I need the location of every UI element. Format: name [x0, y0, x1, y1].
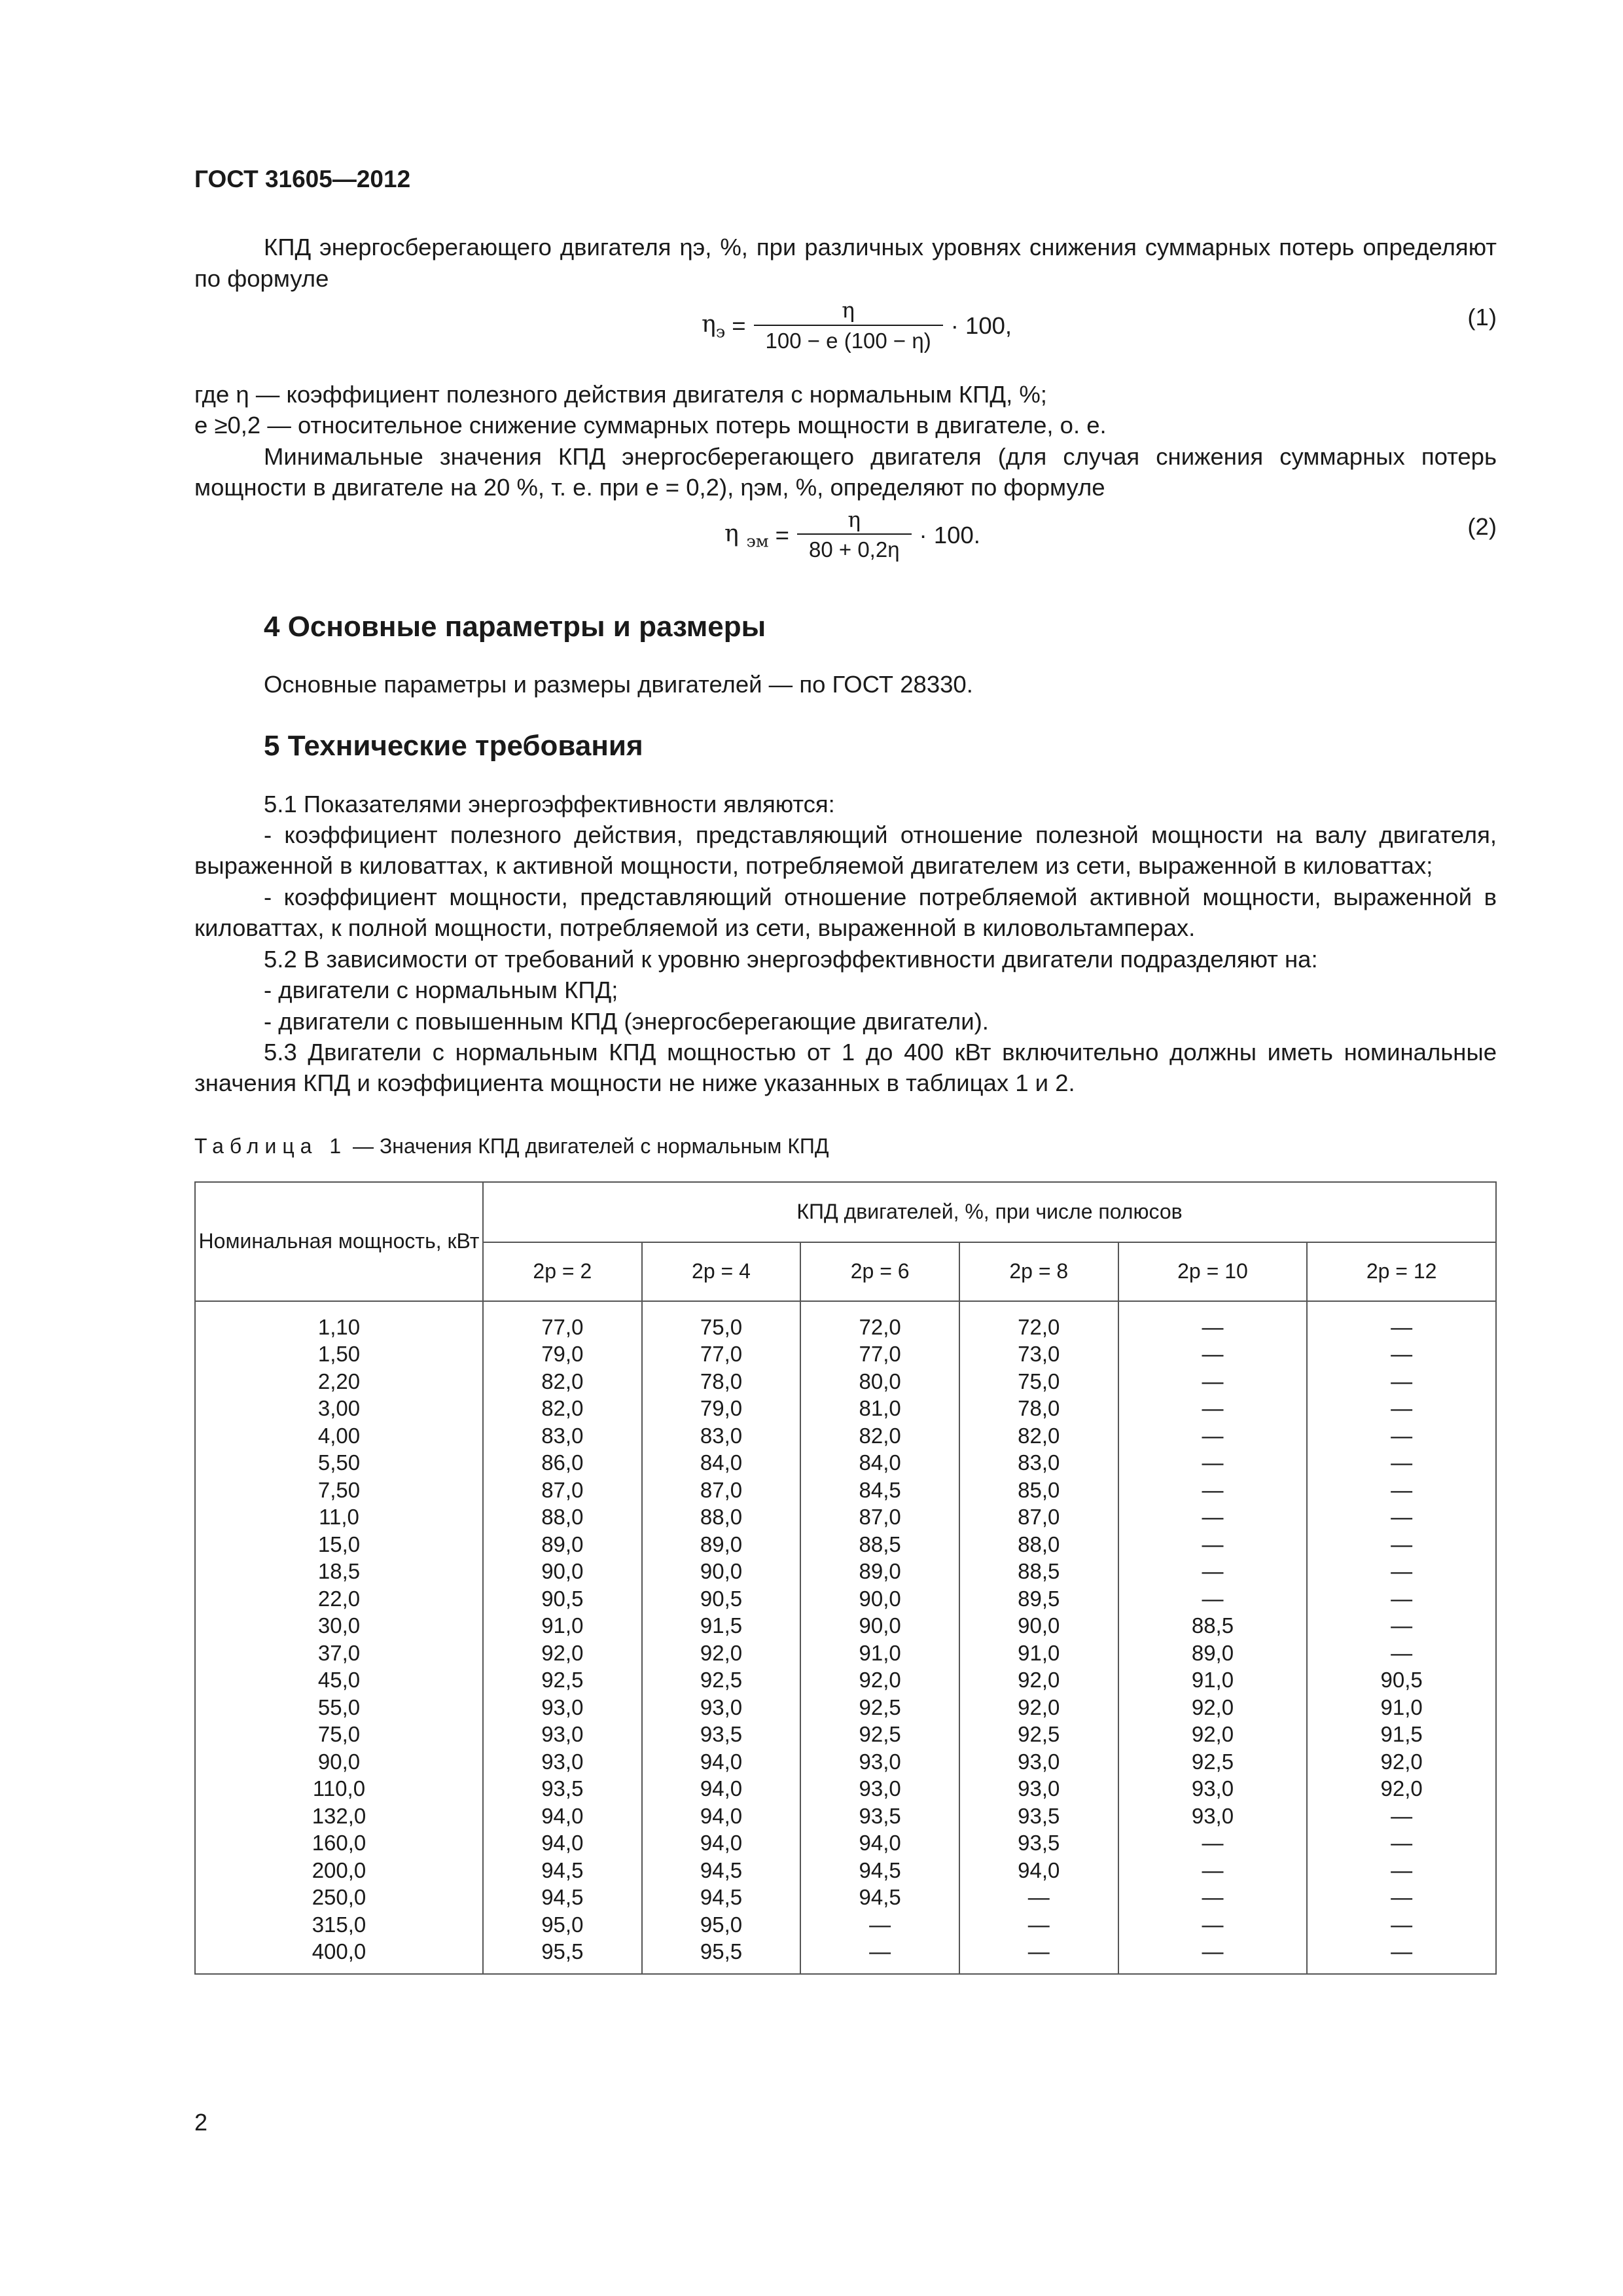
formula-1	[194, 296, 1497, 371]
table-cell-power: 132,0	[195, 1803, 483, 1830]
table-cell-power: 90,0	[195, 1748, 483, 1776]
table-cell-power: 2,20	[195, 1368, 483, 1395]
formula-definitions	[194, 379, 1497, 441]
table-1-header-row	[195, 1182, 1496, 1242]
formula-2-lhs: η $_{эм}$	[724, 518, 769, 551]
table-cell-power: 45,0	[195, 1666, 483, 1694]
table-cell-kpd: —	[1118, 1531, 1308, 1558]
table-cell-kpd: 92,5	[642, 1666, 801, 1694]
table-row	[195, 1503, 1496, 1531]
table-1-caption	[194, 1133, 1497, 1160]
table-cell-power: 18,5	[195, 1558, 483, 1585]
table-cell-kpd: 92,0	[1307, 1775, 1496, 1803]
table-cell-kpd: 84,0	[800, 1449, 959, 1477]
table-cell-power: 75,0	[195, 1721, 483, 1748]
table-cell-kpd: 88,0	[959, 1531, 1118, 1558]
formula-2	[194, 506, 1497, 581]
table-cell-kpd: 82,0	[959, 1422, 1118, 1450]
table-cell-kpd: 85,0	[959, 1477, 1118, 1504]
table-row	[195, 1748, 1496, 1776]
column-group-header-kpd: КПД двигателей, %, при числе полюсов	[483, 1182, 1496, 1242]
formula-2-numerator: η	[847, 506, 861, 532]
table-cell-kpd: —	[1307, 1612, 1496, 1640]
table-cell-kpd: —	[1307, 1301, 1496, 1341]
table-cell-kpd: —	[800, 1938, 959, 1974]
table-cell-power: 3,00	[195, 1395, 483, 1422]
table-cell-kpd: 84,0	[642, 1449, 801, 1477]
table-cell-kpd: 92,5	[483, 1666, 642, 1694]
table-cell-power: 7,50	[195, 1477, 483, 1504]
table-cell-kpd: 79,0	[483, 1340, 642, 1368]
table-cell-kpd: —	[1118, 1422, 1308, 1450]
clause-5-2: 5.2 В зависимости от требований к уровню энергоэффективности двигатели подразделяют на:	[264, 945, 1318, 973]
table-cell-kpd: 94,0	[642, 1748, 801, 1776]
formula-1-numerator: η	[842, 296, 855, 323]
table-cell-kpd: 93,0	[800, 1748, 959, 1776]
table-cell-kpd: 91,5	[1307, 1721, 1496, 1748]
table-cell-kpd: 92,0	[1118, 1721, 1308, 1748]
table-cell-kpd: 83,0	[483, 1422, 642, 1450]
table-cell-kpd: 89,0	[1118, 1640, 1308, 1667]
table-cell-power: 1,50	[195, 1340, 483, 1368]
column-header-power: Номинальная мощность, кВт	[195, 1182, 483, 1301]
table-cell-kpd: 93,0	[483, 1748, 642, 1776]
table-cell-kpd: —	[1118, 1395, 1308, 1422]
table-cell-kpd: 94,5	[483, 1884, 642, 1911]
table-cell-kpd: 92,5	[800, 1694, 959, 1721]
table-cell-kpd: 82,0	[483, 1395, 642, 1422]
table-cell-kpd: 87,0	[800, 1503, 959, 1531]
table-row	[195, 1368, 1496, 1395]
table-cell-kpd: —	[1118, 1884, 1308, 1911]
table-cell-kpd: —	[1307, 1477, 1496, 1504]
table-cell-kpd: —	[1118, 1558, 1308, 1585]
table-cell-kpd: —	[1307, 1585, 1496, 1613]
table-row	[195, 1558, 1496, 1585]
table-cell-kpd: 92,0	[959, 1666, 1118, 1694]
table-cell-kpd: 88,5	[800, 1531, 959, 1558]
formula-1-equals: =	[732, 312, 746, 339]
table-cell-kpd: 88,5	[959, 1558, 1118, 1585]
formula-1-lhs: $\eta_э$	[702, 309, 726, 342]
table-cell-kpd: 93,0	[483, 1721, 642, 1748]
table-cell-kpd: 75,0	[642, 1301, 801, 1341]
table-cell-kpd: 91,0	[1118, 1666, 1308, 1694]
table-row	[195, 1640, 1496, 1667]
table-cell-kpd: 88,5	[1118, 1612, 1308, 1640]
table-row	[195, 1340, 1496, 1368]
table-cell-kpd: 94,5	[800, 1857, 959, 1884]
running-head: ГОСТ 31605—2012	[194, 166, 411, 192]
table-cell-kpd: 92,0	[800, 1666, 959, 1694]
table-cell-power: 37,0	[195, 1640, 483, 1667]
table-row	[195, 1694, 1496, 1721]
table-row	[195, 1395, 1496, 1422]
table-cell-kpd: 83,0	[959, 1449, 1118, 1477]
table-cell-kpd: 93,0	[959, 1748, 1118, 1776]
table-cell-kpd: 95,5	[642, 1938, 801, 1974]
column-header-2p-6: 2p = 6	[800, 1242, 959, 1301]
table-row	[195, 1449, 1496, 1477]
table-cell-kpd: 83,0	[642, 1422, 801, 1450]
table-row	[195, 1301, 1496, 1341]
table-cell-kpd: 86,0	[483, 1449, 642, 1477]
table-cell-kpd: —	[1307, 1829, 1496, 1857]
formula-1-tail: · 100,	[950, 312, 1012, 339]
table-cell-kpd: 90,5	[1307, 1666, 1496, 1694]
column-header-2p-10: 2p = 10	[1118, 1242, 1308, 1301]
table-cell-kpd: —	[1307, 1340, 1496, 1368]
table-row	[195, 1884, 1496, 1911]
table-cell-kpd: 90,0	[642, 1558, 801, 1585]
table-cell-kpd: —	[1118, 1301, 1308, 1341]
table-cell-kpd: 92,5	[1118, 1748, 1308, 1776]
table-cell-kpd: 93,5	[483, 1775, 642, 1803]
table-cell-kpd: 90,0	[483, 1558, 642, 1585]
table-cell-kpd: —	[1118, 1503, 1308, 1531]
formula-2-fraction	[797, 506, 912, 562]
table-cell-kpd: —	[1118, 1449, 1308, 1477]
table-cell-kpd: 88,0	[483, 1503, 642, 1531]
section-5-title: 5 Технические требования	[264, 730, 643, 762]
clause-5-2-item-normal: - двигатели с нормальным КПД;	[264, 977, 618, 1004]
table-cell-kpd: 90,5	[642, 1585, 801, 1613]
table-cell-kpd: 91,5	[642, 1612, 801, 1640]
table-cell-kpd: 93,5	[642, 1721, 801, 1748]
formula-2-number: (2)	[1467, 512, 1497, 540]
table-cell-kpd: 91,0	[483, 1612, 642, 1640]
table-cell-power: 22,0	[195, 1585, 483, 1613]
table-1-caption-text: — Значения КПД двигателей с нормальным КПД	[347, 1134, 829, 1158]
table-cell-kpd: 92,0	[642, 1640, 801, 1667]
page-number: 2	[194, 2109, 208, 2136]
table-cell-kpd: 79,0	[642, 1395, 801, 1422]
table-cell-kpd: 92,0	[1307, 1748, 1496, 1776]
table-cell-power: 15,0	[195, 1531, 483, 1558]
table-cell-power: 110,0	[195, 1775, 483, 1803]
table-cell-kpd: 75,0	[959, 1368, 1118, 1395]
table-cell-kpd: —	[959, 1884, 1118, 1911]
table-cell-kpd: 91,0	[800, 1640, 959, 1667]
table-cell-kpd: —	[1118, 1368, 1308, 1395]
table-cell-kpd: 77,0	[642, 1340, 801, 1368]
definition-eta: где η — коэффициент полезного действия двигателя с нормальным КПД, %;	[194, 380, 1047, 408]
table-cell-kpd: —	[1118, 1857, 1308, 1884]
table-row	[195, 1422, 1496, 1450]
table-cell-power: 1,10	[195, 1301, 483, 1341]
table-row	[195, 1911, 1496, 1939]
table-cell-power: 55,0	[195, 1694, 483, 1721]
table-cell-kpd: —	[1118, 1585, 1308, 1613]
table-row	[195, 1666, 1496, 1694]
table-cell-kpd: 94,5	[800, 1884, 959, 1911]
table-cell-kpd: 89,0	[642, 1531, 801, 1558]
column-header-2p-2: 2p = 2	[483, 1242, 642, 1301]
table-cell-kpd: 94,0	[483, 1803, 642, 1830]
table-1	[194, 1181, 1497, 1975]
table-cell-kpd: 94,0	[642, 1775, 801, 1803]
table-row	[195, 1531, 1496, 1558]
table-cell-kpd: —	[1307, 1803, 1496, 1830]
table-cell-kpd: 82,0	[800, 1422, 959, 1450]
paragraph-min-kpd: Минимальные значения КПД энергосберегающего двигателя (для случая снижения суммарных потерь мощности в двигателе на 20 %, т. е. при e = 0,2), ηэм, %, определяют по формуле	[194, 442, 1497, 501]
table-cell-power: 160,0	[195, 1829, 483, 1857]
table-cell-kpd: —	[1307, 1640, 1496, 1667]
section-4-text: Основные параметры и размеры двигателей — по ГОСТ 28330.	[264, 670, 973, 698]
table-cell-kpd: 90,0	[800, 1585, 959, 1613]
table-cell-kpd: 93,5	[959, 1829, 1118, 1857]
column-header-2p-12: 2p = 12	[1307, 1242, 1496, 1301]
table-cell-kpd: 93,0	[642, 1694, 801, 1721]
table-cell-power: 250,0	[195, 1884, 483, 1911]
clause-5-2-item-high: - двигатели с повышенным КПД (энергосберегающие двигатели).	[264, 1007, 989, 1035]
table-cell-kpd: —	[1307, 1395, 1496, 1422]
paragraph-kpd-intro: КПД энергосберегающего двигателя ηэ, %, при различных уровнях снижения суммарных потерь определяют по формуле	[194, 234, 1497, 292]
table-cell-kpd: 93,0	[800, 1775, 959, 1803]
table-cell-kpd: 93,5	[800, 1803, 959, 1830]
table-cell-kpd: 94,0	[642, 1829, 801, 1857]
table-cell-kpd: 77,0	[800, 1340, 959, 1368]
table-cell-kpd: —	[1118, 1340, 1308, 1368]
table-cell-kpd: 77,0	[483, 1301, 642, 1341]
table-cell-kpd: 94,0	[642, 1803, 801, 1830]
table-cell-kpd: 91,0	[1307, 1694, 1496, 1721]
table-cell-kpd: 93,5	[959, 1803, 1118, 1830]
table-1-caption-label: Таблица 1	[194, 1134, 348, 1158]
table-cell-kpd: 92,0	[1118, 1694, 1308, 1721]
table-cell-kpd: —	[800, 1911, 959, 1939]
table-cell-kpd: —	[1307, 1558, 1496, 1585]
table-cell-power: 11,0	[195, 1503, 483, 1531]
table-cell-kpd: 93,0	[1118, 1803, 1308, 1830]
table-cell-kpd: —	[1307, 1884, 1496, 1911]
table-cell-kpd: —	[1307, 1449, 1496, 1477]
table-cell-kpd: 94,0	[800, 1829, 959, 1857]
table-row	[195, 1938, 1496, 1974]
table-cell-power: 30,0	[195, 1612, 483, 1640]
table-cell-power: 315,0	[195, 1911, 483, 1939]
table-cell-kpd: 94,5	[642, 1884, 801, 1911]
table-cell-kpd: 80,0	[800, 1368, 959, 1395]
table-cell-kpd: 89,0	[800, 1558, 959, 1585]
table-row	[195, 1477, 1496, 1504]
table-cell-kpd: —	[1307, 1531, 1496, 1558]
table-row	[195, 1857, 1496, 1884]
table-1-body	[195, 1301, 1496, 1974]
formula-1-denominator: 100 − e (100 − η)	[754, 325, 943, 353]
table-cell-kpd: —	[1307, 1368, 1496, 1395]
table-cell-kpd: 94,5	[642, 1857, 801, 1884]
document-page	[194, 164, 1497, 1975]
clause-5-1: 5.1 Показателями энергоэффективности являются:	[264, 790, 835, 817]
table-row	[195, 1829, 1496, 1857]
table-cell-power: 5,50	[195, 1449, 483, 1477]
table-cell-kpd: 78,0	[959, 1395, 1118, 1422]
formula-2-tail: · 100.	[919, 521, 980, 548]
table-cell-kpd: —	[959, 1911, 1118, 1939]
formula-2-denominator: 80 + 0,2η	[797, 533, 912, 562]
formula-2-equals: =	[775, 521, 789, 548]
table-cell-kpd: 95,0	[483, 1911, 642, 1939]
clause-5-1-item-power-factor: - коэффициент мощности, представляющий отношение потребляемой активной мощности, выраженной в киловаттах, к полной мощности, потребляемой из сети, выраженной в киловольтамперах.	[194, 883, 1497, 942]
formula-1-fraction	[754, 296, 943, 353]
table-cell-kpd: 89,0	[483, 1531, 642, 1558]
table-row	[195, 1721, 1496, 1748]
table-cell-kpd: 89,5	[959, 1585, 1118, 1613]
table-cell-kpd: 84,5	[800, 1477, 959, 1504]
table-cell-kpd: 95,0	[642, 1911, 801, 1939]
table-cell-kpd: 95,5	[483, 1938, 642, 1974]
table-cell-kpd: 90,0	[959, 1612, 1118, 1640]
table-cell-kpd: —	[1118, 1938, 1308, 1974]
table-cell-kpd: 73,0	[959, 1340, 1118, 1368]
table-cell-power: 400,0	[195, 1938, 483, 1974]
table-cell-kpd: 90,5	[483, 1585, 642, 1613]
column-header-2p-4: 2p = 4	[642, 1242, 801, 1301]
table-cell-kpd: 82,0	[483, 1368, 642, 1395]
table-cell-kpd: 81,0	[800, 1395, 959, 1422]
table-cell-kpd: 93,0	[483, 1694, 642, 1721]
table-cell-power: 200,0	[195, 1857, 483, 1884]
table-cell-kpd: 92,0	[483, 1640, 642, 1667]
table-cell-kpd: —	[1118, 1477, 1308, 1504]
table-cell-kpd: 88,0	[642, 1503, 801, 1531]
table-cell-kpd: —	[1307, 1857, 1496, 1884]
definition-e: e ≥0,2 — относительное снижение суммарных потерь мощности в двигателе, о. е.	[194, 412, 1107, 439]
table-cell-kpd: 87,0	[959, 1503, 1118, 1531]
clause-5-3: 5.3 Двигатели с нормальным КПД мощностью от 1 до 400 кВт включительно должны иметь номинальные значения КПД и коэффициента мощности не ниже указанных в таблицах 1 и 2.	[194, 1039, 1497, 1097]
table-cell-kpd: 92,5	[959, 1721, 1118, 1748]
table-row	[195, 1775, 1496, 1803]
table-cell-power: 4,00	[195, 1422, 483, 1450]
table-cell-kpd: 94,5	[483, 1857, 642, 1884]
column-header-2p-8: 2p = 8	[959, 1242, 1118, 1301]
table-row	[195, 1803, 1496, 1830]
section-5-body	[194, 789, 1497, 1099]
table-cell-kpd: 87,0	[483, 1477, 642, 1504]
table-cell-kpd: —	[959, 1938, 1118, 1974]
table-cell-kpd: 92,5	[800, 1721, 959, 1748]
formula-2-expression	[724, 506, 980, 562]
table-cell-kpd: —	[1307, 1938, 1496, 1974]
table-cell-kpd: —	[1307, 1503, 1496, 1531]
table-cell-kpd: 92,0	[959, 1694, 1118, 1721]
table-row	[195, 1612, 1496, 1640]
table-cell-kpd: 72,0	[959, 1301, 1118, 1341]
table-cell-kpd: 78,0	[642, 1368, 801, 1395]
table-cell-kpd: 93,0	[959, 1775, 1118, 1803]
table-cell-kpd: —	[1307, 1911, 1496, 1939]
table-row	[195, 1585, 1496, 1613]
table-cell-kpd: —	[1307, 1422, 1496, 1450]
section-4-title: 4 Основные параметры и размеры	[264, 610, 766, 643]
table-cell-kpd: 94,0	[959, 1857, 1118, 1884]
table-cell-kpd: 87,0	[642, 1477, 801, 1504]
table-cell-kpd: 90,0	[800, 1612, 959, 1640]
table-cell-kpd: 93,0	[1118, 1775, 1308, 1803]
formula-1-expression	[702, 296, 1012, 353]
formula-1-number: (1)	[1467, 303, 1497, 331]
table-cell-kpd: 91,0	[959, 1640, 1118, 1667]
clause-5-1-item-efficiency: - коэффициент полезного действия, представляющий отношение полезной мощности на валу двигателя, выраженной в киловаттах, к активной мощности, потребляемой двигателем из сети, выраженной в киловаттах;	[194, 821, 1497, 880]
table-cell-kpd: 94,0	[483, 1829, 642, 1857]
table-cell-kpd: —	[1118, 1911, 1308, 1939]
table-cell-kpd: —	[1118, 1829, 1308, 1857]
table-cell-kpd: 72,0	[800, 1301, 959, 1341]
